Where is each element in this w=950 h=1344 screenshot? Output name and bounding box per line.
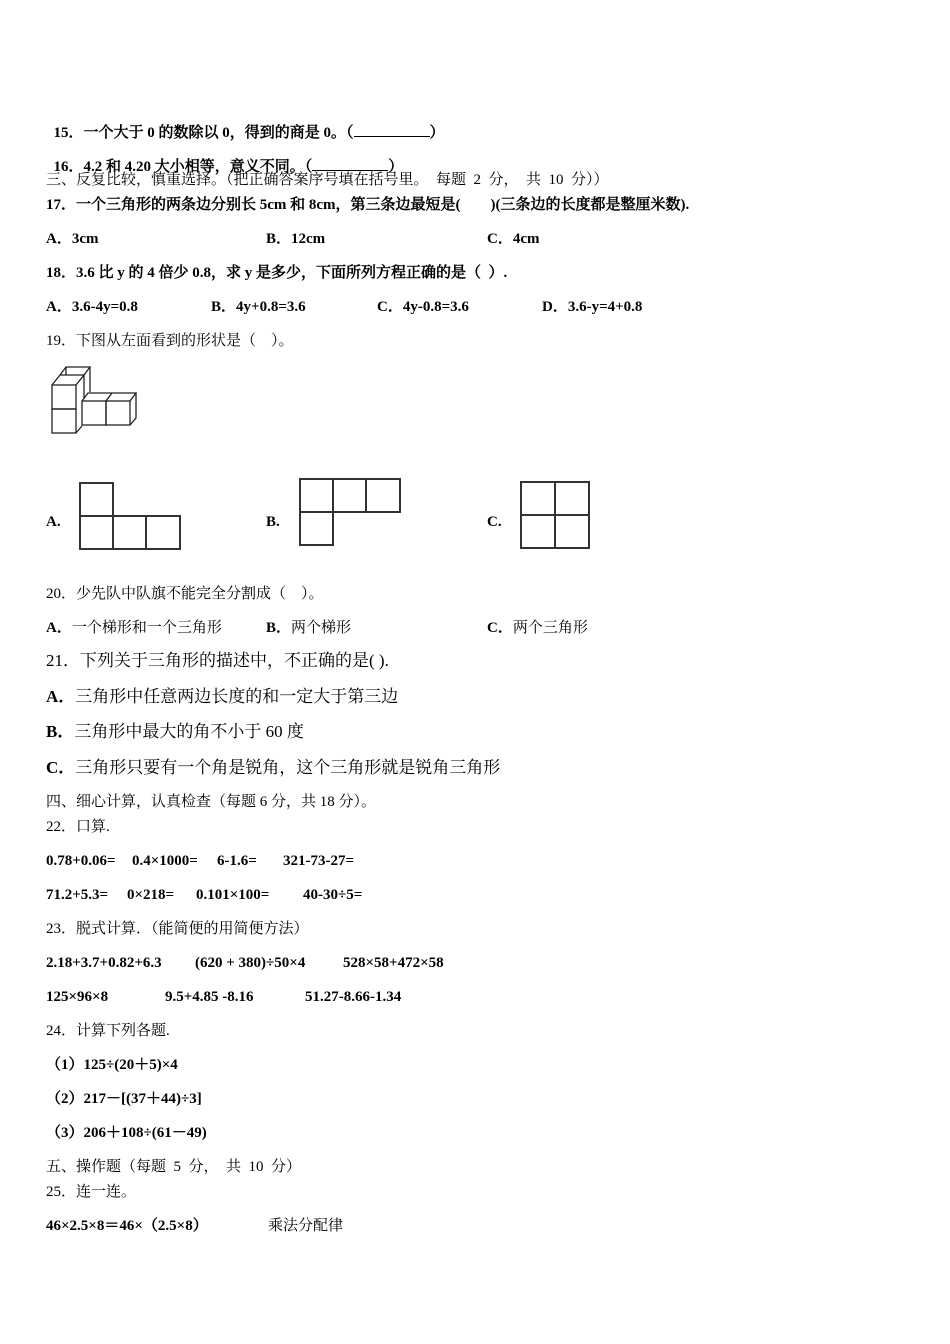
q22-expr-3: 6-1.6=	[217, 853, 257, 869]
q20-option-a[interactable]	[46, 618, 222, 638]
q19-option-c-label[interactable]: C.	[487, 514, 502, 530]
option-label: A．	[46, 299, 72, 315]
q22-expr-4: 321-73-27=	[283, 853, 355, 869]
q23-expr-4: 125×96×8	[46, 989, 109, 1005]
question-20-text: 20．少先队中队旗不能完全分割成（ ）。	[46, 586, 324, 602]
q22-expr-2: 0.4×1000=	[132, 853, 198, 869]
q23-expr-1: 2.18+3.7+0.82+6.3	[46, 955, 162, 971]
section-5-heading: 五、操作题（每题 5 分， 共 10 分）	[46, 1159, 302, 1175]
question-17-text: 17．一个三角形的两条边分别长 5cm 和 8cm，第三条边最短是( )(三条边的长度都是整厘米数).	[46, 197, 690, 213]
section-4-heading: 四、细心计算，认真检查（每题 6 分，共 18 分）。	[46, 794, 377, 810]
option-text: 3cm	[71, 231, 99, 247]
q23-expr-5: 9.5+4.85 -8.16	[165, 989, 254, 1005]
question-25-text: 25．连一连。	[46, 1184, 137, 1200]
option-label: C．	[377, 299, 403, 315]
q23-expr-6: 51.27-8.66-1.34	[305, 989, 402, 1005]
option-label: A．	[46, 687, 76, 706]
option-label: C．	[487, 231, 513, 247]
q20-option-c[interactable]	[487, 618, 588, 638]
question-16-number: 16．	[53, 159, 84, 175]
question-15-text: 一个大于 0 的数除以 0，得到的商是 0。（	[83, 125, 354, 141]
option-text: 三角形中最大的角不小于 60 度	[74, 722, 304, 741]
option-label: B．	[266, 620, 292, 636]
option-label: B．	[211, 299, 237, 315]
option-text: 3.6-4y=0.8	[71, 299, 138, 315]
q21-option-a[interactable]	[46, 687, 398, 707]
section-3-heading: 三、反复比较，慎重选择。（把正确答案序号填在括号里。 每题 2 分， 共 10 分））	[46, 172, 609, 188]
q19-option-a-label[interactable]: A.	[46, 514, 61, 530]
q24-item-3: （3）206＋108÷(61－49)	[46, 1125, 207, 1141]
question-23-text: 23．脱式计算．（能简便的用简便方法）	[46, 921, 309, 937]
q24-item-1: （1）125÷(20＋5)×4	[46, 1057, 178, 1073]
q25-right-law[interactable]: 乘法分配律	[268, 1218, 344, 1234]
option-text: 两个梯形	[291, 620, 352, 636]
q22-expr-1: 0.78+0.06=	[46, 853, 116, 869]
question-16-close: ）	[388, 159, 404, 175]
option-text: 4cm	[512, 231, 540, 247]
option-text: 三角形中任意两边长度的和一定大于第三边	[75, 687, 399, 706]
q24-item-2: （2）217－[(37＋44)÷3]	[46, 1091, 202, 1107]
q22-expr-6: 0×218=	[127, 887, 175, 903]
option-label: C．	[46, 758, 76, 777]
q22-expr-7: 0.101×100=	[196, 887, 270, 903]
option-text: 12cm	[291, 231, 326, 247]
option-label: A．	[46, 620, 72, 636]
question-15-close: ）	[429, 125, 445, 141]
option-label: D．	[542, 299, 568, 315]
question-18-text: 18．3.6 比 y 的 4 倍少 0.8，求 y 是多少，下面所列方程正确的是（ ）.	[46, 265, 508, 281]
question-16-text: 4.2 和 4.20 大小相等，意义不同。（	[83, 159, 313, 175]
q23-expr-3: 528×58+472×58	[343, 955, 444, 971]
q20-option-b[interactable]	[266, 618, 351, 638]
q21-option-c[interactable]	[46, 758, 500, 778]
option-text: 三角形只要有一个角是锐角，这个三角形就是锐角三角形	[75, 758, 501, 777]
option-label: A．	[46, 231, 72, 247]
q23-expr-2: (620 + 380)÷50×4	[195, 955, 306, 971]
q22-expr-5: 71.2+5.3=	[46, 887, 109, 903]
question-21-text: 21．下列关于三角形的描述中，不正确的是( ).	[46, 651, 389, 670]
option-text: 4y+0.8=3.6	[236, 299, 306, 315]
option-label: B．	[266, 231, 292, 247]
option-text: 4y-0.8=3.6	[402, 299, 469, 315]
option-text: 两个三角形	[512, 620, 588, 636]
q22-expr-8: 40-30÷5=	[303, 887, 363, 903]
question-15-number: 15．	[53, 125, 84, 141]
q21-option-b[interactable]	[46, 722, 304, 742]
question-22-text: 22．口算.	[46, 819, 110, 835]
option-label: B．	[46, 722, 75, 741]
q19-option-b-label[interactable]: B.	[266, 514, 280, 530]
option-text: 一个梯形和一个三角形	[71, 620, 222, 636]
question-24-text: 24．计算下列各题.	[46, 1023, 170, 1039]
q25-left-expression[interactable]: 46×2.5×8＝46×（2.5×8）	[46, 1218, 208, 1234]
option-label: C．	[487, 620, 513, 636]
question-19-text: 19．下图从左面看到的形状是（ ）。	[46, 333, 294, 349]
option-text: 3.6-y=4+0.8	[567, 299, 643, 315]
